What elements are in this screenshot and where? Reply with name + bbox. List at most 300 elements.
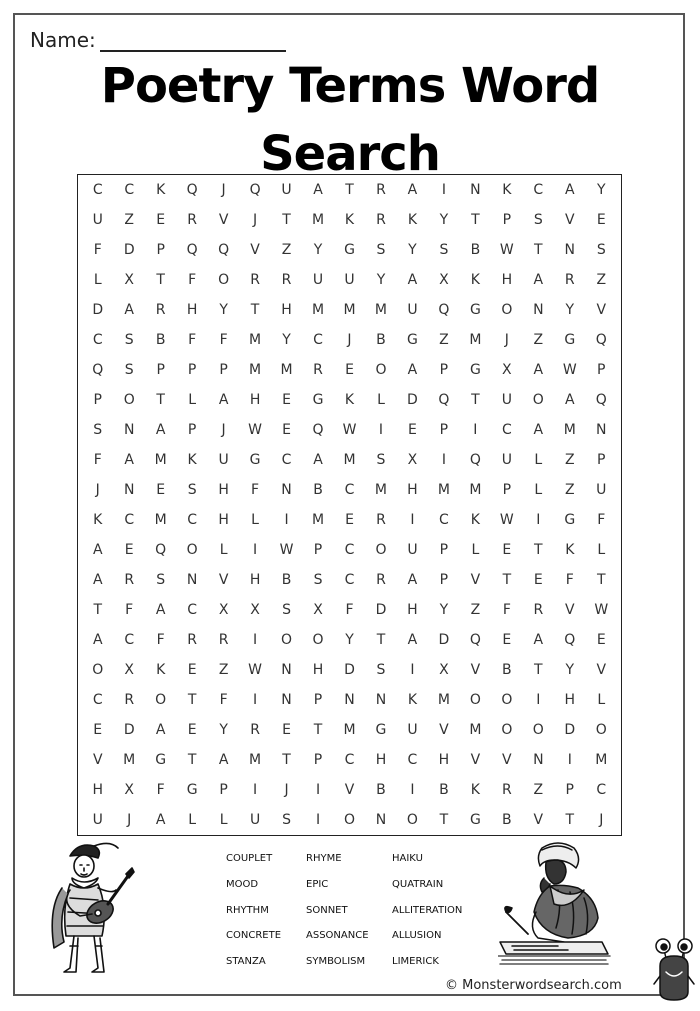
- grid-letter[interactable]: Q: [438, 392, 450, 408]
- grid-letter[interactable]: I: [536, 512, 541, 528]
- grid-letter[interactable]: D: [375, 602, 387, 618]
- grid-letter[interactable]: Q: [564, 632, 576, 648]
- grid-letter[interactable]: C: [187, 602, 198, 618]
- grid-letter[interactable]: M: [343, 452, 356, 468]
- grid-letter[interactable]: M: [311, 212, 325, 228]
- grid-letter[interactable]: V: [92, 752, 103, 768]
- grid-letter[interactable]: V: [596, 302, 607, 318]
- grid-letter[interactable]: R: [250, 272, 260, 288]
- grid-letter[interactable]: S: [376, 452, 386, 468]
- grid-letter[interactable]: U: [407, 302, 418, 318]
- grid-letter[interactable]: N: [596, 422, 607, 438]
- grid-letter[interactable]: W: [594, 602, 609, 618]
- grid-letter[interactable]: X: [218, 602, 229, 618]
- grid-letter[interactable]: M: [469, 332, 482, 348]
- grid-letter[interactable]: C: [124, 512, 135, 528]
- grid-letter[interactable]: J: [95, 482, 100, 498]
- grid-letter[interactable]: N: [533, 302, 544, 318]
- grid-letter[interactable]: O: [532, 392, 544, 408]
- grid-letter[interactable]: A: [407, 572, 418, 588]
- grid-letter[interactable]: A: [124, 302, 134, 318]
- grid-letter[interactable]: A: [124, 452, 134, 468]
- grid-letter[interactable]: X: [407, 452, 418, 468]
- grid-letter[interactable]: D: [123, 722, 135, 738]
- grid-letter[interactable]: D: [407, 392, 418, 408]
- grid-letter[interactable]: L: [534, 452, 543, 468]
- grid-letter[interactable]: T: [345, 182, 354, 198]
- grid-letter[interactable]: V: [470, 662, 481, 678]
- grid-letter[interactable]: U: [249, 812, 261, 828]
- grid-letter[interactable]: I: [410, 662, 415, 678]
- grid-letter[interactable]: C: [313, 332, 323, 348]
- grid-letter[interactable]: M: [563, 422, 576, 438]
- grid-letter[interactable]: T: [187, 692, 197, 708]
- grid-letter[interactable]: V: [533, 812, 544, 828]
- grid-letter[interactable]: Y: [219, 302, 228, 318]
- grid-letter[interactable]: M: [595, 752, 608, 768]
- grid-letter[interactable]: L: [93, 272, 102, 288]
- grid-letter[interactable]: R: [124, 692, 135, 708]
- grid-letter[interactable]: J: [347, 332, 352, 348]
- grid-letter[interactable]: O: [375, 362, 387, 378]
- grid-letter[interactable]: I: [567, 752, 572, 768]
- grid-letter[interactable]: Q: [438, 302, 450, 318]
- grid-letter[interactable]: I: [253, 692, 258, 708]
- grid-letter[interactable]: Y: [439, 212, 449, 228]
- grid-letter[interactable]: E: [408, 422, 417, 438]
- grid-letter[interactable]: Q: [92, 362, 104, 378]
- grid-letter[interactable]: W: [342, 422, 357, 438]
- grid-letter[interactable]: U: [501, 452, 512, 468]
- grid-letter[interactable]: P: [597, 452, 606, 468]
- grid-letter[interactable]: J: [599, 812, 604, 828]
- grid-letter[interactable]: N: [564, 242, 576, 258]
- grid-letter[interactable]: R: [187, 632, 197, 648]
- grid-letter[interactable]: E: [282, 722, 291, 738]
- grid-letter[interactable]: F: [156, 782, 165, 798]
- grid-letter[interactable]: E: [282, 392, 291, 408]
- grid-letter[interactable]: H: [281, 302, 292, 318]
- grid-letter[interactable]: G: [312, 392, 324, 408]
- grid-letter[interactable]: S: [596, 242, 606, 258]
- grid-letter[interactable]: E: [93, 722, 103, 738]
- grid-letter[interactable]: T: [596, 572, 606, 588]
- grid-letter[interactable]: M: [437, 482, 450, 498]
- grid-letter[interactable]: F: [188, 332, 197, 348]
- grid-letter[interactable]: M: [311, 302, 325, 318]
- grid-letter[interactable]: Y: [376, 272, 386, 288]
- grid-letter[interactable]: N: [375, 692, 387, 708]
- grid-letter[interactable]: M: [469, 482, 482, 498]
- grid-letter[interactable]: C: [124, 182, 135, 198]
- grid-letter[interactable]: R: [124, 572, 135, 588]
- grid-letter[interactable]: G: [186, 782, 198, 798]
- grid-letter[interactable]: F: [156, 632, 165, 648]
- grid-letter[interactable]: N: [470, 182, 481, 198]
- grid-letter[interactable]: Q: [312, 422, 324, 438]
- grid-letter[interactable]: R: [376, 572, 386, 588]
- grid-letter[interactable]: G: [407, 332, 418, 348]
- grid-letter[interactable]: W: [248, 662, 262, 678]
- grid-letter[interactable]: P: [597, 362, 606, 378]
- grid-letter[interactable]: O: [92, 662, 104, 678]
- grid-letter[interactable]: T: [93, 602, 103, 618]
- grid-letter[interactable]: W: [499, 242, 514, 258]
- grid-letter[interactable]: C: [344, 752, 355, 768]
- grid-letter[interactable]: S: [533, 212, 543, 228]
- grid-letter[interactable]: B: [502, 662, 512, 678]
- grid-letter[interactable]: K: [407, 212, 418, 228]
- grid-letter[interactable]: J: [253, 212, 258, 228]
- grid-letter[interactable]: E: [502, 632, 512, 648]
- grid-letter[interactable]: Q: [249, 182, 261, 198]
- grid-letter[interactable]: R: [376, 212, 386, 228]
- grid-letter[interactable]: P: [156, 242, 165, 258]
- grid-letter[interactable]: N: [344, 692, 355, 708]
- grid-letter[interactable]: I: [441, 452, 446, 468]
- grid-letter[interactable]: A: [533, 362, 544, 378]
- grid-letter[interactable]: D: [438, 632, 450, 648]
- grid-letter[interactable]: T: [156, 392, 165, 408]
- grid-letter[interactable]: T: [471, 212, 480, 228]
- grid-letter[interactable]: P: [313, 542, 323, 558]
- grid-letter[interactable]: Q: [595, 332, 607, 348]
- grid-letter[interactable]: M: [343, 302, 356, 318]
- grid-letter[interactable]: C: [501, 422, 512, 438]
- grid-letter[interactable]: T: [156, 272, 165, 288]
- grid-letter[interactable]: U: [218, 452, 229, 468]
- grid-letter[interactable]: M: [280, 362, 293, 378]
- grid-letter[interactable]: P: [565, 782, 574, 798]
- grid-letter[interactable]: K: [187, 452, 197, 468]
- grid-letter[interactable]: U: [92, 812, 103, 828]
- grid-letter[interactable]: M: [469, 722, 482, 738]
- grid-letter[interactable]: S: [282, 812, 291, 828]
- grid-letter[interactable]: P: [439, 422, 449, 438]
- grid-letter[interactable]: T: [313, 722, 323, 738]
- grid-letter[interactable]: T: [376, 632, 386, 648]
- grid-letter[interactable]: A: [313, 182, 323, 198]
- grid-letter[interactable]: V: [439, 722, 449, 738]
- grid-letter[interactable]: B: [502, 812, 512, 828]
- grid-letter[interactable]: A: [92, 572, 103, 588]
- grid-letter[interactable]: N: [281, 662, 292, 678]
- grid-letter[interactable]: A: [313, 452, 323, 468]
- grid-letter[interactable]: B: [155, 332, 166, 348]
- grid-letter[interactable]: L: [219, 812, 228, 828]
- name-blank-line[interactable]: [100, 30, 286, 52]
- grid-letter[interactable]: G: [375, 722, 387, 738]
- grid-letter[interactable]: A: [155, 422, 166, 438]
- grid-letter[interactable]: M: [154, 512, 167, 528]
- grid-letter[interactable]: R: [501, 782, 512, 798]
- grid-letter[interactable]: P: [219, 362, 228, 378]
- grid-letter[interactable]: C: [92, 692, 103, 708]
- grid-letter[interactable]: H: [564, 692, 576, 708]
- grid-letter[interactable]: O: [123, 392, 135, 408]
- grid-letter[interactable]: U: [596, 482, 607, 498]
- grid-letter[interactable]: B: [470, 242, 481, 258]
- grid-letter[interactable]: J: [221, 422, 226, 438]
- grid-letter[interactable]: Z: [218, 662, 229, 678]
- grid-letter[interactable]: F: [219, 332, 228, 348]
- grid-letter[interactable]: V: [502, 752, 512, 768]
- grid-letter[interactable]: G: [155, 752, 167, 768]
- grid-letter[interactable]: O: [186, 542, 198, 558]
- grid-letter[interactable]: P: [219, 782, 228, 798]
- grid-letter[interactable]: T: [282, 752, 291, 768]
- grid-letter[interactable]: U: [501, 392, 512, 408]
- grid-letter[interactable]: S: [93, 422, 103, 438]
- grid-letter[interactable]: K: [93, 512, 103, 528]
- grid-letter[interactable]: C: [92, 332, 103, 348]
- grid-letter[interactable]: G: [249, 452, 261, 468]
- grid-letter[interactable]: Q: [469, 632, 481, 648]
- grid-letter[interactable]: M: [249, 362, 262, 378]
- grid-letter[interactable]: E: [124, 542, 134, 558]
- grid-letter[interactable]: Z: [470, 602, 481, 618]
- grid-letter[interactable]: L: [219, 542, 228, 558]
- grid-letter[interactable]: T: [534, 662, 543, 678]
- grid-letter[interactable]: Z: [439, 332, 449, 348]
- grid-letter[interactable]: L: [597, 692, 606, 708]
- grid-letter[interactable]: B: [313, 482, 323, 498]
- grid-letter[interactable]: P: [156, 362, 165, 378]
- grid-letter[interactable]: P: [439, 542, 449, 558]
- grid-letter[interactable]: L: [251, 512, 259, 528]
- grid-letter[interactable]: P: [439, 362, 449, 378]
- grid-letter[interactable]: K: [502, 182, 512, 198]
- grid-letter[interactable]: C: [344, 542, 355, 558]
- grid-letter[interactable]: T: [534, 542, 543, 558]
- grid-letter[interactable]: H: [375, 752, 387, 768]
- grid-letter[interactable]: B: [281, 572, 292, 588]
- grid-letter[interactable]: N: [281, 482, 292, 498]
- grid-letter[interactable]: N: [123, 422, 135, 438]
- grid-letter[interactable]: F: [93, 452, 102, 468]
- grid-letter[interactable]: D: [92, 302, 104, 318]
- grid-letter[interactable]: P: [439, 572, 449, 588]
- grid-letter[interactable]: D: [123, 242, 135, 258]
- grid-letter[interactable]: A: [407, 632, 418, 648]
- grid-letter[interactable]: L: [188, 392, 197, 408]
- grid-letter[interactable]: K: [470, 782, 480, 798]
- grid-letter[interactable]: S: [187, 482, 197, 498]
- grid-letter[interactable]: F: [597, 512, 606, 528]
- grid-letter[interactable]: S: [156, 572, 166, 588]
- grid-letter[interactable]: Y: [219, 722, 228, 738]
- grid-letter[interactable]: H: [407, 482, 418, 498]
- grid-letter[interactable]: L: [471, 542, 480, 558]
- grid-letter[interactable]: V: [218, 572, 229, 588]
- grid-letter[interactable]: C: [92, 182, 103, 198]
- grid-letter[interactable]: O: [312, 632, 324, 648]
- grid-letter[interactable]: O: [501, 302, 513, 318]
- grid-letter[interactable]: K: [156, 182, 166, 198]
- grid-letter[interactable]: K: [344, 392, 355, 408]
- grid-letter[interactable]: E: [596, 632, 606, 648]
- grid-letter[interactable]: X: [502, 362, 512, 378]
- grid-letter[interactable]: Y: [565, 662, 575, 678]
- grid-letter[interactable]: U: [281, 182, 292, 198]
- grid-letter[interactable]: K: [470, 512, 480, 528]
- grid-letter[interactable]: L: [377, 392, 385, 408]
- grid-letter[interactable]: M: [249, 752, 262, 768]
- grid-letter[interactable]: Z: [281, 242, 292, 258]
- grid-letter[interactable]: A: [533, 422, 544, 438]
- grid-letter[interactable]: F: [565, 572, 574, 588]
- grid-letter[interactable]: E: [596, 212, 606, 228]
- grid-letter[interactable]: S: [376, 662, 386, 678]
- grid-letter[interactable]: X: [124, 272, 134, 288]
- grid-letter[interactable]: V: [564, 212, 575, 228]
- grid-letter[interactable]: J: [221, 182, 226, 198]
- grid-letter[interactable]: N: [375, 812, 387, 828]
- grid-letter[interactable]: R: [218, 632, 229, 648]
- grid-letter[interactable]: T: [534, 242, 543, 258]
- grid-letter[interactable]: W: [562, 362, 577, 378]
- grid-letter[interactable]: R: [281, 272, 292, 288]
- grid-letter[interactable]: I: [253, 632, 258, 648]
- grid-letter[interactable]: V: [470, 572, 481, 588]
- grid-letter[interactable]: I: [473, 422, 478, 438]
- grid-letter[interactable]: H: [407, 602, 418, 618]
- grid-letter[interactable]: X: [439, 272, 449, 288]
- grid-letter[interactable]: J: [504, 332, 509, 348]
- grid-letter[interactable]: U: [92, 212, 103, 228]
- grid-letter[interactable]: K: [156, 662, 166, 678]
- grid-letter[interactable]: C: [281, 452, 292, 468]
- grid-letter[interactable]: L: [597, 542, 606, 558]
- grid-letter[interactable]: L: [534, 482, 543, 498]
- grid-letter[interactable]: Q: [155, 542, 167, 558]
- grid-letter[interactable]: R: [187, 212, 197, 228]
- grid-letter[interactable]: O: [281, 632, 293, 648]
- grid-letter[interactable]: S: [124, 362, 134, 378]
- grid-letter[interactable]: U: [407, 722, 418, 738]
- grid-letter[interactable]: F: [251, 482, 260, 498]
- grid-letter[interactable]: F: [345, 602, 354, 618]
- grid-letter[interactable]: Z: [596, 272, 607, 288]
- grid-letter[interactable]: P: [502, 482, 512, 498]
- grid-letter[interactable]: H: [92, 782, 103, 798]
- grid-letter[interactable]: V: [344, 782, 355, 798]
- grid-letter[interactable]: G: [469, 812, 481, 828]
- grid-letter[interactable]: A: [564, 182, 575, 198]
- grid-letter[interactable]: T: [565, 812, 575, 828]
- grid-letter[interactable]: B: [439, 782, 449, 798]
- grid-letter[interactable]: O: [155, 692, 167, 708]
- grid-letter[interactable]: V: [218, 212, 229, 228]
- grid-letter[interactable]: M: [249, 332, 262, 348]
- grid-letter[interactable]: I: [536, 692, 541, 708]
- grid-letter[interactable]: G: [344, 242, 355, 258]
- grid-letter[interactable]: N: [281, 692, 292, 708]
- grid-letter[interactable]: C: [187, 512, 198, 528]
- grid-letter[interactable]: S: [282, 602, 291, 618]
- grid-letter[interactable]: A: [564, 392, 575, 408]
- grid-letter[interactable]: A: [407, 362, 418, 378]
- grid-letter[interactable]: I: [378, 422, 384, 438]
- grid-letter[interactable]: F: [188, 272, 197, 288]
- grid-letter[interactable]: T: [282, 212, 291, 228]
- grid-letter[interactable]: J: [127, 812, 132, 828]
- grid-letter[interactable]: I: [253, 782, 258, 798]
- grid-letter[interactable]: W: [279, 542, 294, 558]
- grid-letter[interactable]: B: [376, 332, 386, 348]
- grid-letter[interactable]: A: [92, 542, 103, 558]
- grid-letter[interactable]: P: [187, 362, 197, 378]
- grid-letter[interactable]: A: [155, 812, 166, 828]
- grid-letter[interactable]: S: [376, 242, 386, 258]
- grid-letter[interactable]: M: [154, 452, 167, 468]
- grid-letter[interactable]: Q: [469, 452, 481, 468]
- grid-letter[interactable]: E: [187, 722, 197, 738]
- grid-letter[interactable]: T: [187, 752, 197, 768]
- grid-letter[interactable]: N: [123, 482, 135, 498]
- grid-letter[interactable]: A: [407, 182, 418, 198]
- grid-letter[interactable]: L: [188, 812, 197, 828]
- grid-letter[interactable]: K: [344, 212, 355, 228]
- grid-letter[interactable]: A: [155, 602, 166, 618]
- grid-letter[interactable]: D: [564, 722, 576, 738]
- grid-letter[interactable]: M: [374, 302, 388, 318]
- grid-letter[interactable]: C: [596, 782, 607, 798]
- grid-letter[interactable]: R: [376, 182, 386, 198]
- grid-letter[interactable]: E: [282, 422, 291, 438]
- grid-letter[interactable]: W: [499, 512, 514, 528]
- grid-letter[interactable]: E: [156, 482, 166, 498]
- grid-letter[interactable]: M: [343, 722, 356, 738]
- grid-letter[interactable]: O: [406, 812, 418, 828]
- grid-letter[interactable]: D: [344, 662, 355, 678]
- grid-letter[interactable]: O: [501, 692, 513, 708]
- grid-letter[interactable]: Q: [186, 182, 198, 198]
- grid-letter[interactable]: Z: [533, 782, 544, 798]
- grid-letter[interactable]: Q: [218, 242, 230, 258]
- grid-letter[interactable]: G: [469, 362, 481, 378]
- grid-letter[interactable]: H: [249, 392, 261, 408]
- grid-letter[interactable]: R: [533, 602, 544, 618]
- grid-letter[interactable]: I: [410, 782, 415, 798]
- grid-letter[interactable]: O: [501, 722, 513, 738]
- grid-letter[interactable]: R: [564, 272, 575, 288]
- grid-letter[interactable]: P: [93, 392, 102, 408]
- grid-letter[interactable]: Y: [313, 242, 323, 258]
- grid-letter[interactable]: S: [124, 332, 134, 348]
- grid-letter[interactable]: E: [345, 362, 354, 378]
- grid-letter[interactable]: Z: [564, 482, 575, 498]
- grid-letter[interactable]: O: [343, 812, 355, 828]
- grid-letter[interactable]: G: [564, 512, 576, 528]
- grid-letter[interactable]: A: [218, 752, 229, 768]
- grid-letter[interactable]: K: [565, 542, 575, 558]
- grid-letter[interactable]: X: [313, 602, 323, 618]
- grid-letter[interactable]: Z: [124, 212, 134, 228]
- grid-letter[interactable]: X: [124, 662, 134, 678]
- grid-letter[interactable]: C: [533, 182, 544, 198]
- grid-letter[interactable]: O: [218, 272, 230, 288]
- grid-letter[interactable]: C: [407, 752, 418, 768]
- grid-letter[interactable]: P: [502, 212, 512, 228]
- grid-letter[interactable]: I: [315, 782, 321, 798]
- grid-letter[interactable]: E: [187, 662, 197, 678]
- grid-letter[interactable]: S: [439, 242, 449, 258]
- grid-letter[interactable]: X: [439, 662, 449, 678]
- grid-letter[interactable]: K: [407, 692, 418, 708]
- grid-letter[interactable]: U: [407, 542, 418, 558]
- grid-letter[interactable]: F: [125, 602, 134, 618]
